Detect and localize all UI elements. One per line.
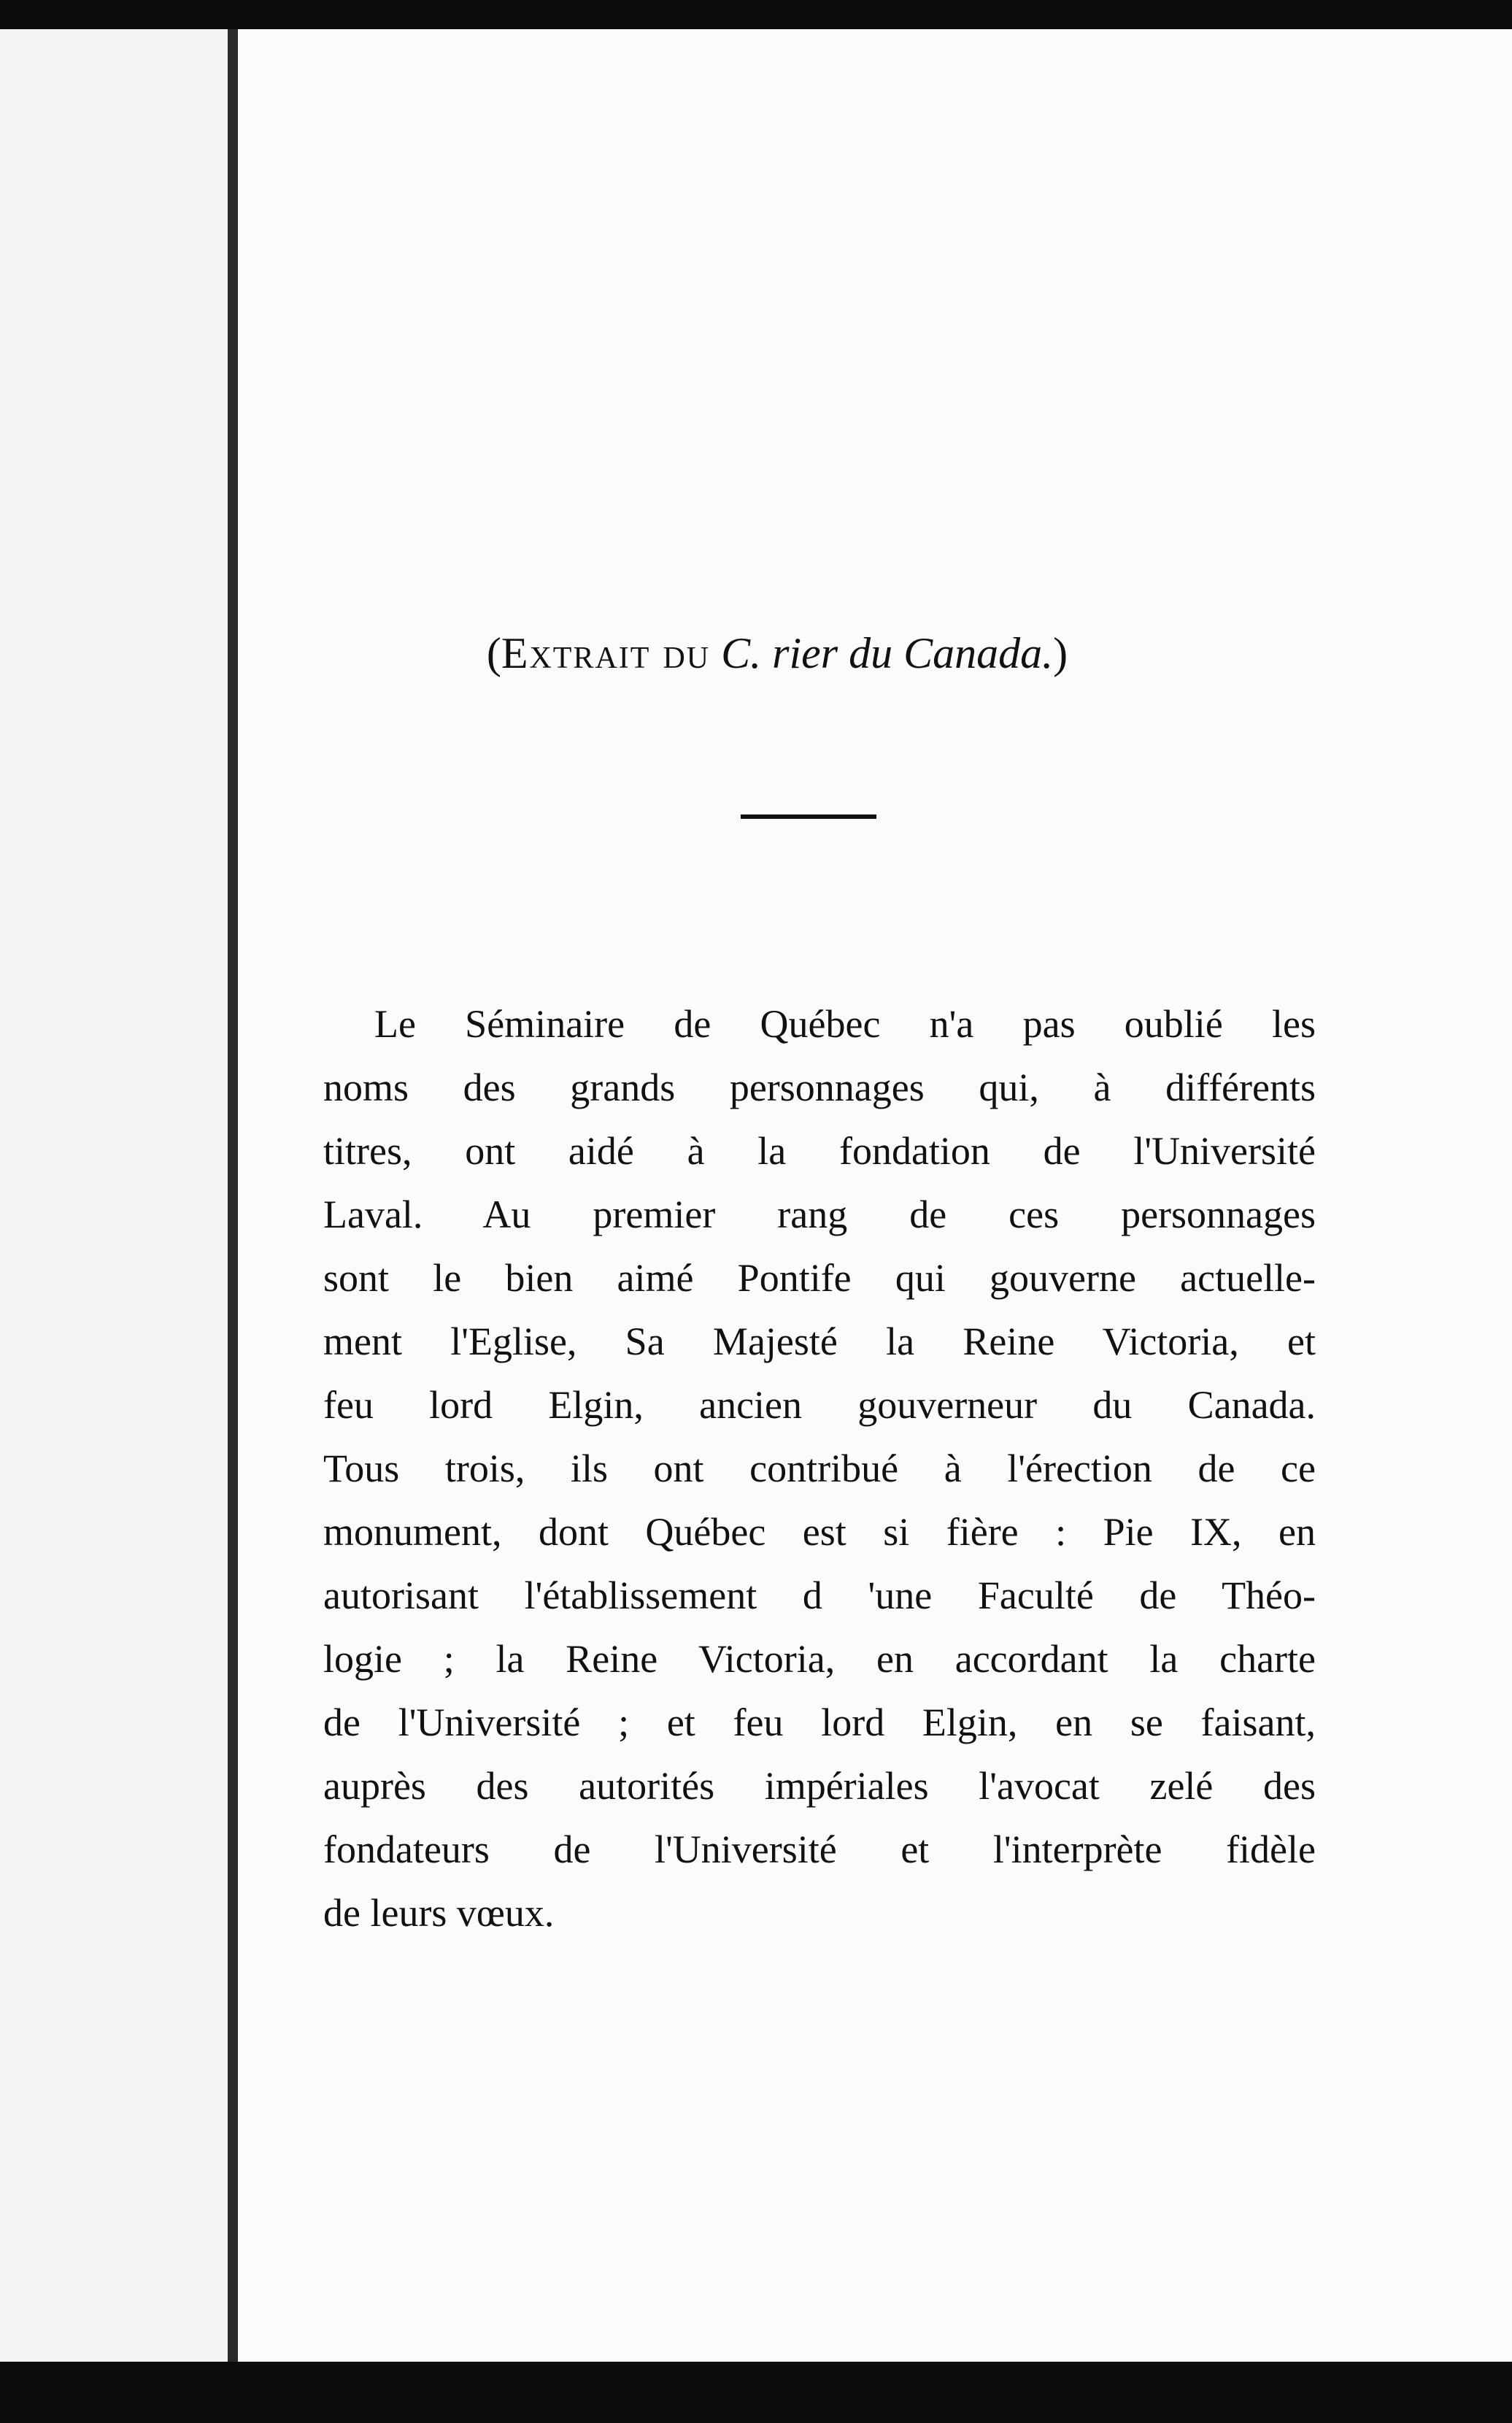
paragraph-line: Laval. Au premier rang de ces personnages [323,1193,1316,1236]
paragraph-line: Le Séminaire de Québec n'a pas oublié les [374,1002,1316,1046]
paragraph-line: ment l'Eglise, Sa Majesté la Reine Victoria, et [323,1320,1316,1363]
heading-publication-title: C. rier du Canada. [721,629,1054,677]
paragraph-line: logie ; la Reine Victoria, en accordant la charte [323,1637,1316,1681]
paragraph-line: autorisant l'établissement d 'une Faculté de Théo- [323,1573,1316,1617]
paragraph-line: fondateurs de l'Université et l'interprète fidèle [323,1827,1316,1871]
paragraph-line: feu lord Elgin, ancien gouverneur du Canada. [323,1383,1316,1427]
heading-open-paren: ( [486,629,501,677]
scan-top-border [0,0,1512,29]
heading-rule [741,814,876,819]
scan-bottom-border [0,2362,1512,2423]
paragraph-line: sont le bien aimé Pontife qui gouverne actuelle- [323,1256,1316,1300]
paragraph-line: auprès des autorités impériales l'avocat zelé des [323,1764,1316,1808]
previous-page-edge [0,29,241,2362]
heading-extrait: Extrait du [501,629,711,677]
paragraph-line: monument, dont Québec est si fière : Pie IX, en [323,1510,1316,1554]
paragraph-line: de l'Université ; et feu lord Elgin, en se faisant, [323,1700,1316,1744]
page-heading [241,624,1314,682]
body-paragraph [323,993,1316,1945]
paragraph-line: titres, ont aidé à la fondation de l'Université [323,1129,1316,1173]
paragraph-line: Tous trois, ils ont contribué à l'érection de ce [323,1447,1316,1490]
paragraph-line: de leurs vœux. [323,1891,555,1935]
paragraph-line: noms des grands personnages qui, à différents [323,1066,1316,1109]
heading-close-paren: ) [1053,629,1068,677]
page-gutter [228,29,238,2362]
